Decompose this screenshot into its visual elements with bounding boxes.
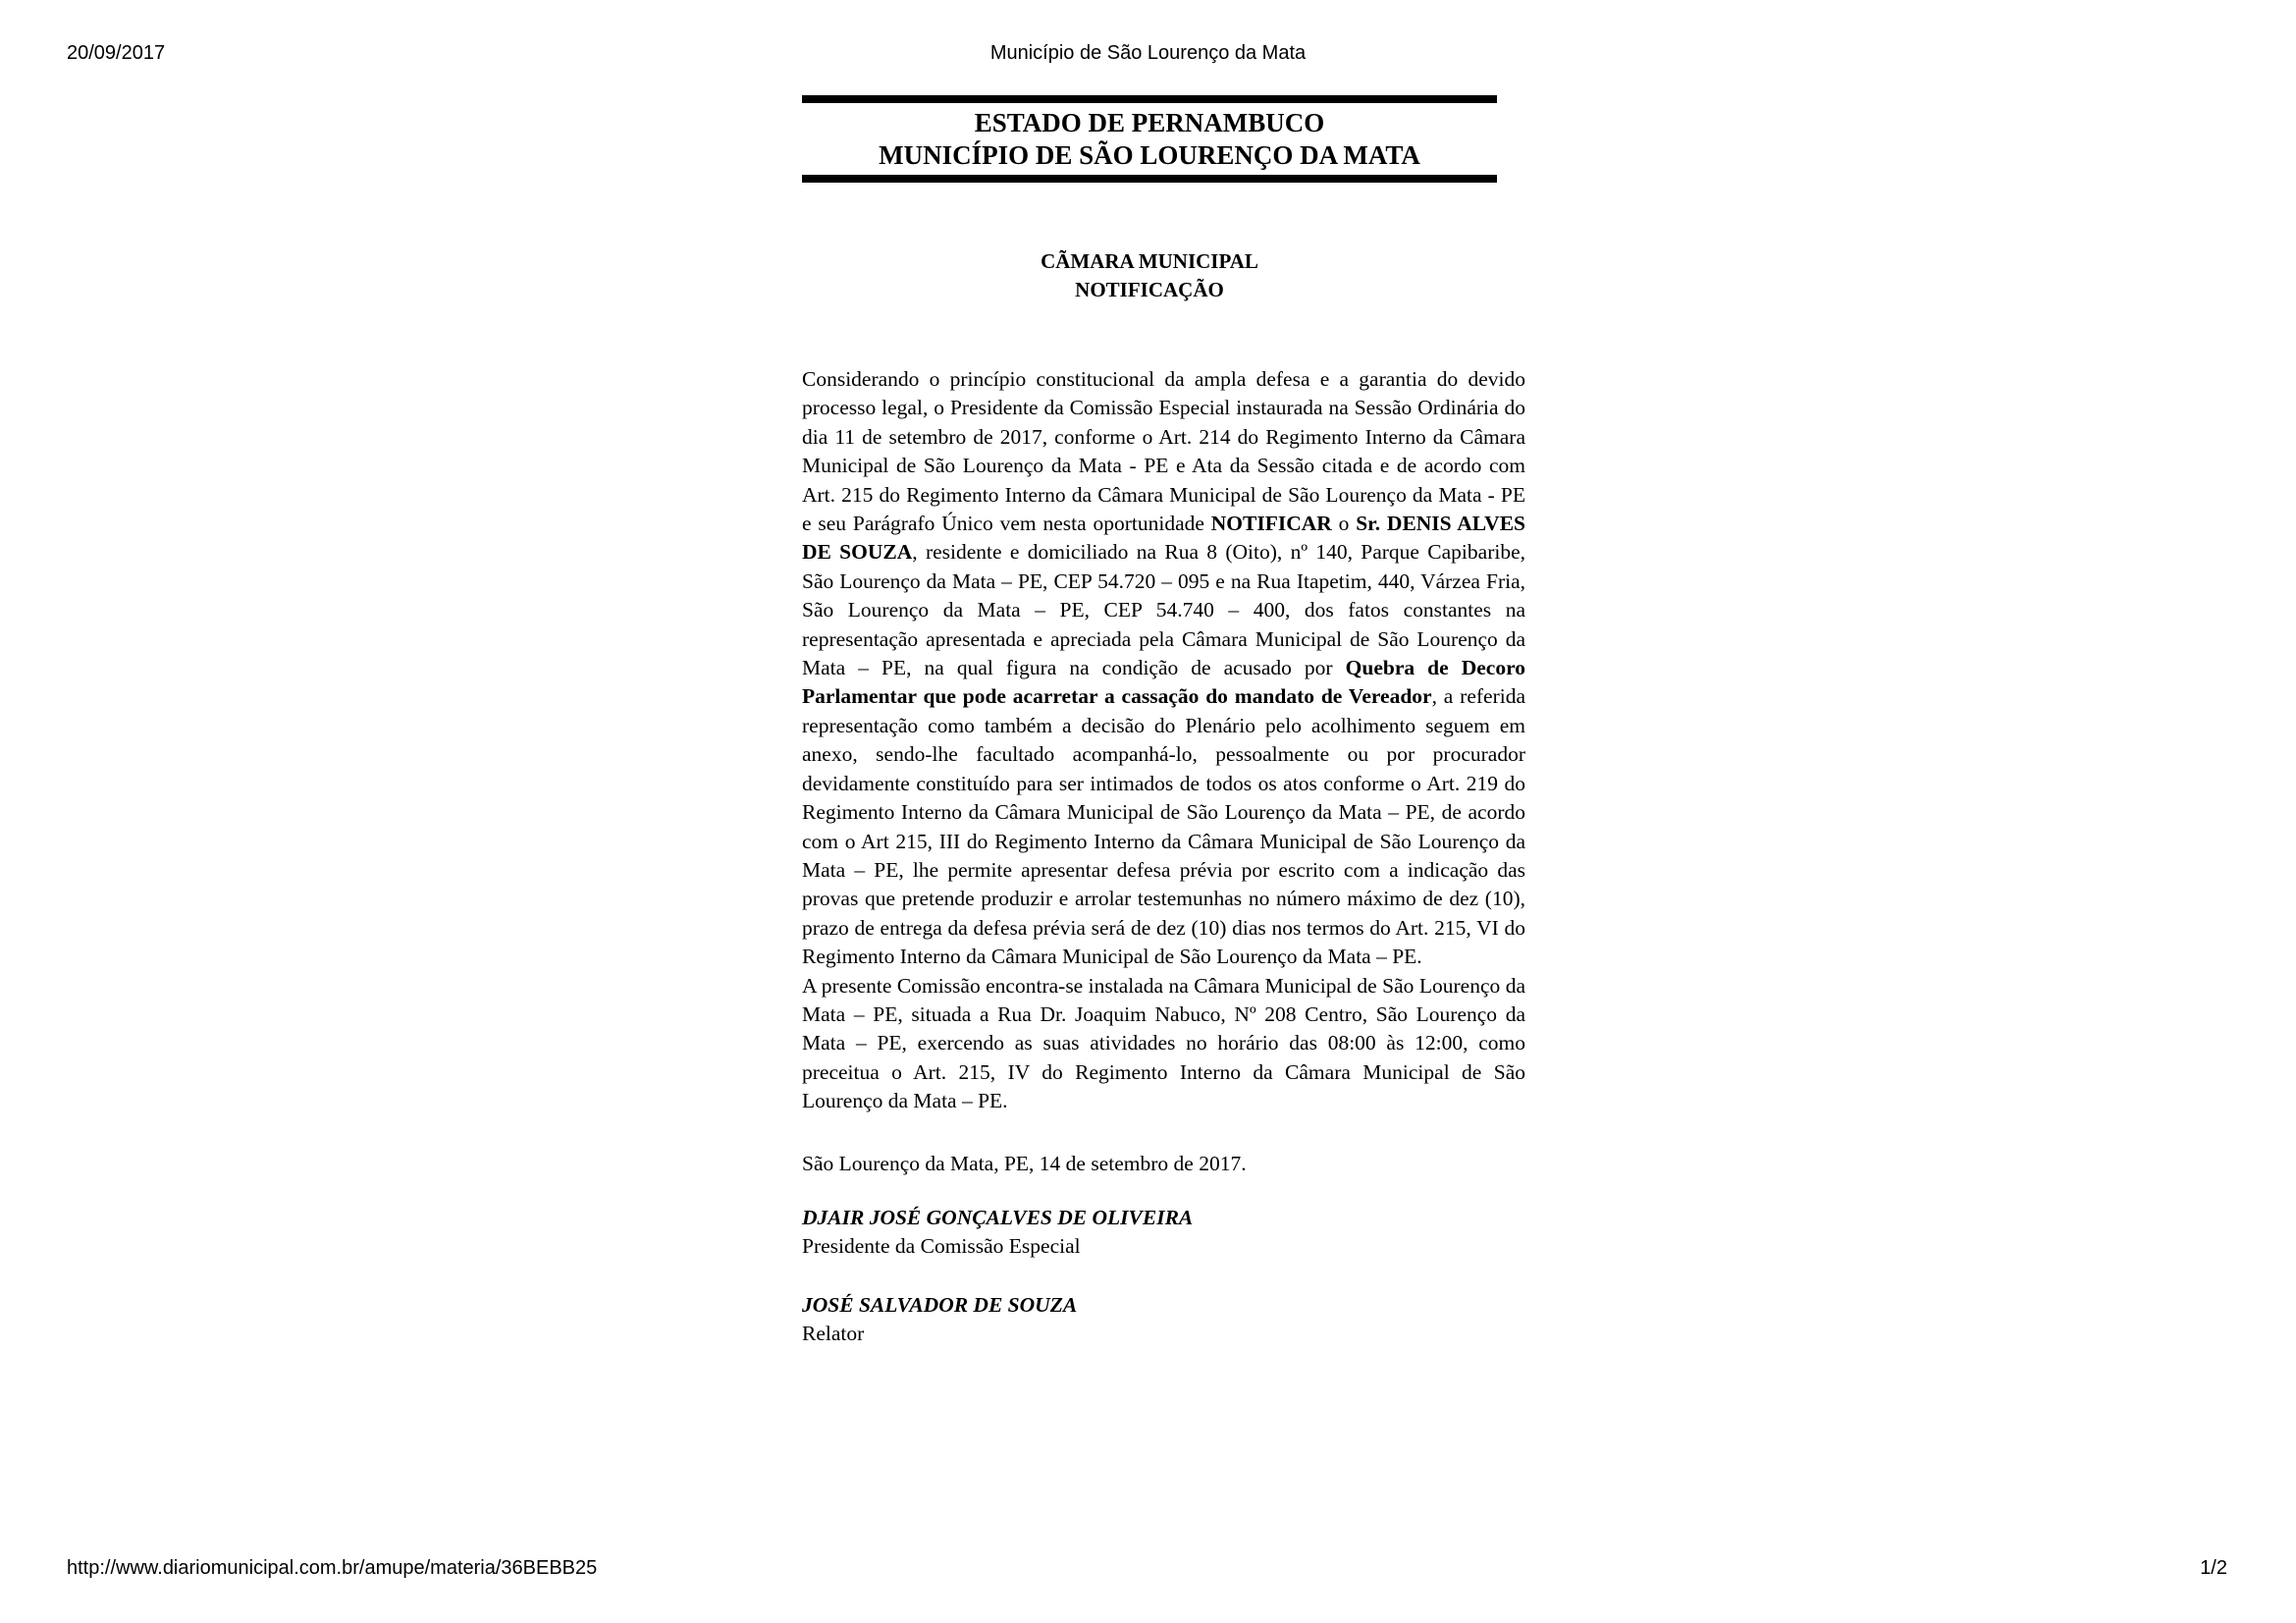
body-paragraph: Considerando o princípio constitucional da ampla defesa e a garantia do devido processo legal, o Presidente da Comissão Especial instaurada na Sessão Ordinária do dia 11 de setembro de 2017, conforme o Art. 214 do Regimento Interno da Câmara Municipal de São Lourenço da Mata - PE e Ata da Sessão citada e de acordo com Art. 215 do Regimento Interno da Câmara Municipal de São Lourenço da Mata - PE e seu Parágrafo Único vem nesta oportunidade NOTIFICAR o Sr. DENIS ALVES DE SOUZA, residente e domiciliado na Rua 8 (Oito), nº 140, Parque Capibaribe, São Lourenço da Mata – PE, CEP 54.720 – 095 e na Rua Itapetim, 440, Várzea Fria, São Lourenço da Mata – PE, CEP 54.740 – 400, dos fatos constantes na representação apresentada e apreciada pela Câmara Municipal de São Lourenço da Mata – PE, na qual figura na condição de acusado por Quebra de Decoro Parlamentar que pode acarretar a cassação do mandato de Vereador, a referida representação como também a decisão do Plenário pelo acolhimento seguem em anexo, sendo-lhe facultado acompanhá-lo, pessoalmente ou por procurador devidamente constituído para ser intimados de todos os atos conforme o Art. 219 do Regimento Interno da Câmara Municipal de São Lourenço da Mata – PE, de acordo com o Art 215, III do Regimento Interno da Câmara Municipal de São Lourenço da Mata – PE, lhe permite apresentar defesa prévia por escrito com a indicação das provas que pretende produzir e arrolar testemunhas no número máximo de dez (10), prazo de entrega da defesa prévia será de dez (10) dias nos termos do Art. 215, VI do Regimento Interno da Câmara Municipal de São Lourenço da Mata – PE. [802,367,1525,969]
letterhead-rule-bottom [802,175,1497,183]
letterhead-municipality-line: MUNICÍPIO DE SÃO LOURENÇO DA MATA [879,140,1420,170]
signature-name: DJAIR JOSÉ GONÇALVES DE OLIVEIRA [802,1205,1194,1229]
signature-role: Relator [802,1322,865,1346]
subheader-organ: CÃMARA MUNICIPAL [1041,249,1258,273]
signature-name: JOSÉ SALVADOR DE SOUZA [802,1292,1078,1317]
official-document [802,95,1525,1349]
signature-block [802,1204,1525,1262]
body-paragraph: A presente Comissão encontra-se instalada na Câmara Municipal de São Lourenço da Mata – PE, situada a Rua Dr. Joaquim Nabuco, Nº 208 Centro, São Lourenço da Mata – PE, exercendo as suas atividades no horário das 08:00 às 12:00, como preceitua o Art. 215, IV do Regimento Interno da Câmara Municipal de São Lourenço da Mata – PE. [802,973,1525,1113]
subheader-doc-type: NOTIFICAÇÃO [1075,278,1224,301]
signature-block [802,1291,1525,1349]
print-footer-url: http://www.diariomunicipal.com.br/amupe/materia/36BEBB25 [67,1557,598,1579]
letterhead-rule-top [802,95,1497,103]
letterhead-text [802,103,1497,175]
document-closing [802,1150,1525,1349]
document-subheader [802,247,1497,304]
print-footer-page-indicator: 1/2 [2200,1557,2227,1579]
closing-date-line: São Lourenço da Mata, PE, 14 de setembro de 2017. [802,1151,1247,1175]
signature-role: Presidente da Comissão Especial [802,1234,1081,1259]
document-body [802,365,1525,1116]
print-header-title: Município de São Lourenço da Mata [989,42,1307,64]
print-header-date: 20/09/2017 [67,42,166,64]
document-letterhead [802,95,1497,183]
letterhead-state-line: ESTADO DE PERNAMBUCO [974,108,1325,137]
